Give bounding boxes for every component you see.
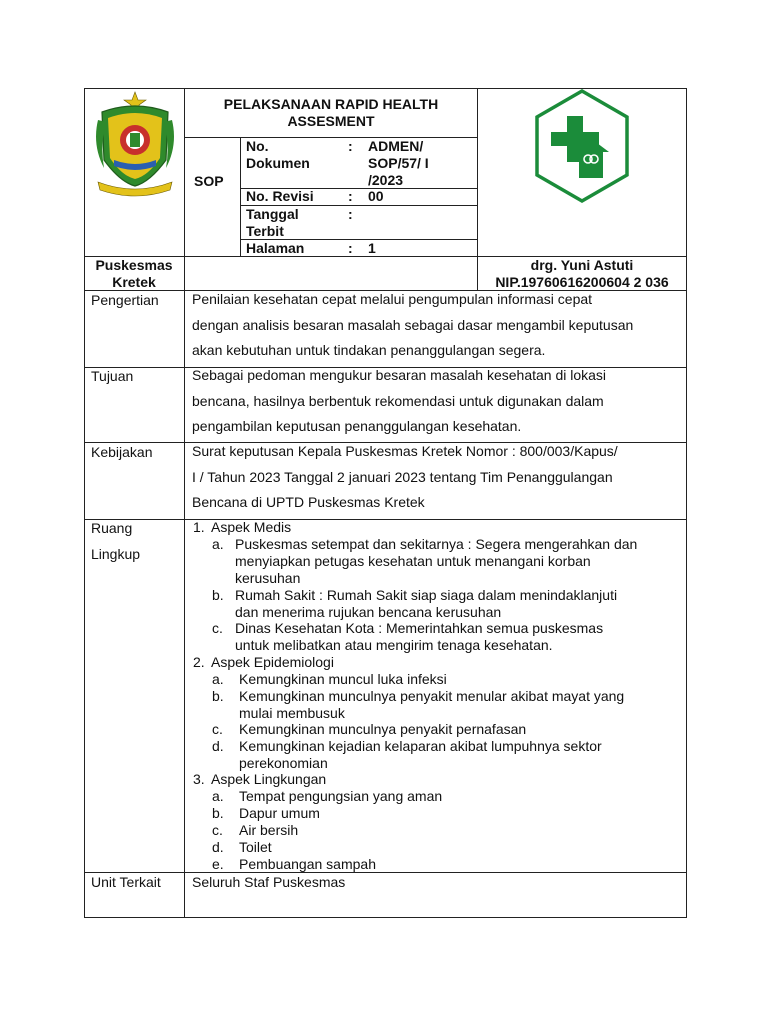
list-marker: c. [212,822,223,838]
field-label: Tanggal Terbit [246,206,299,239]
section-body-kebijakan: Surat keputusan Kepala Puskesmas Kretek Nomor : 800/003/Kapus/ I / Tahun 2023 Tanggal 2 januari 2023 tentang Tim Penanggulangan Bencana di UPTD Puskesmas Kretek [192,443,618,510]
section-body-unit-terkait: Seluruh Staf Puskesmas [192,874,346,890]
field-value: 1 [368,240,376,256]
section-label-kebijakan: Kebijakan [91,444,153,460]
list-marker: a. [212,671,224,687]
list-marker: e. [212,856,224,872]
field-value: ADMEN/ SOP/57/ I /2023 [368,138,429,188]
sop-label: SOP [194,173,224,189]
section-body-pengertian: Penilaian kesehatan cepat melalui pengumpulan informasi cepat dengan analisis besaran masalah sebagai dasar mengambil keputusan akan kebutuhan untuk tindakan penanggulangan segera. [192,291,634,358]
list-item: Air bersih [239,822,299,838]
list-marker: c. [212,620,223,636]
list-marker: b. [212,805,224,821]
section-label-ruang-lingkup: Ruang Lingkup [91,520,141,562]
list-item: Pembuangan sampah [239,856,376,872]
group-number: 3. [193,771,205,787]
section-body-tujuan: Sebagai pedoman mengukur besaran masalah kesehatan di lokasi bencana, hasilnya berbentuk rekomendasi untuk digunakan dalam pengambilan keputusan penanggulangan kesehatan. [192,367,607,434]
group-title: Aspek Medis [211,519,292,535]
list-marker: c. [212,721,223,737]
signer-name: drg. Yuni Astuti [530,257,634,273]
field-colon: : [348,188,353,204]
list-item: Rumah Sakit : Rumah Sakit siap siaga dalam menindaklanjuti dan menerima rujukan bencana kerusuhan [235,587,618,620]
list-item: Dinas Kesehatan Kota : Memerintahkan semua puskesmas untuk melibatkan atau mengirim tenaga kesehatan. [235,620,604,653]
regional-crest-logo [90,90,180,200]
list-item: Tempat pengungsian yang aman [239,788,443,804]
section-label-pengertian: Pengertian [91,292,159,308]
field-label: Halaman [246,240,305,256]
document-title [186,96,476,130]
title-line-1: PELAKSANAAN RAPID HEALTH [223,96,439,112]
signer-block [478,257,686,291]
list-marker: d. [212,738,224,754]
list-item: Kemungkinan munculnya penyakit menular akibat mayat yang mulai membusuk [239,688,625,721]
group-number: 2. [193,654,205,670]
field-colon: : [348,240,353,256]
section-label-unit-terkait: Unit Terkait [91,874,161,890]
group-number: 1. [193,519,205,535]
title-line-2: ASSESMENT [287,113,375,129]
group-title: Aspek Lingkungan [211,771,327,787]
list-marker: a. [212,788,224,804]
list-marker: b. [212,688,224,704]
list-item: Dapur umum [239,805,320,821]
signer-nip: NIP.19760616200604 2 036 [495,274,669,290]
group-title: Aspek Epidemiologi [211,654,334,670]
field-colon: : [348,206,353,222]
organization-name: Puskesmas Kretek [95,257,173,290]
list-marker: b. [212,587,224,603]
section-label-tujuan: Tujuan [91,368,134,384]
field-label: No. Dokumen [246,138,310,171]
puskesmas-logo [533,88,631,204]
list-marker: d. [212,839,224,855]
list-marker: a. [212,536,224,552]
list-item: Kemungkinan kejadian kelaparan akibat lumpuhnya sektor perekonomian [239,738,602,771]
list-item: Puskesmas setempat dan sekitarnya : Segera mengerahkan dan menyiapkan petugas kesehatan untuk menangani korban kerusuhan [235,536,638,586]
list-item: Kemungkinan munculnya penyakit pernafasan [239,721,527,737]
list-item: Toilet [239,839,272,855]
field-value: 00 [368,188,384,204]
list-item: Kemungkinan muncul luka infeksi [239,671,447,687]
field-label: No. Revisi [246,188,314,204]
field-colon: : [348,138,353,154]
